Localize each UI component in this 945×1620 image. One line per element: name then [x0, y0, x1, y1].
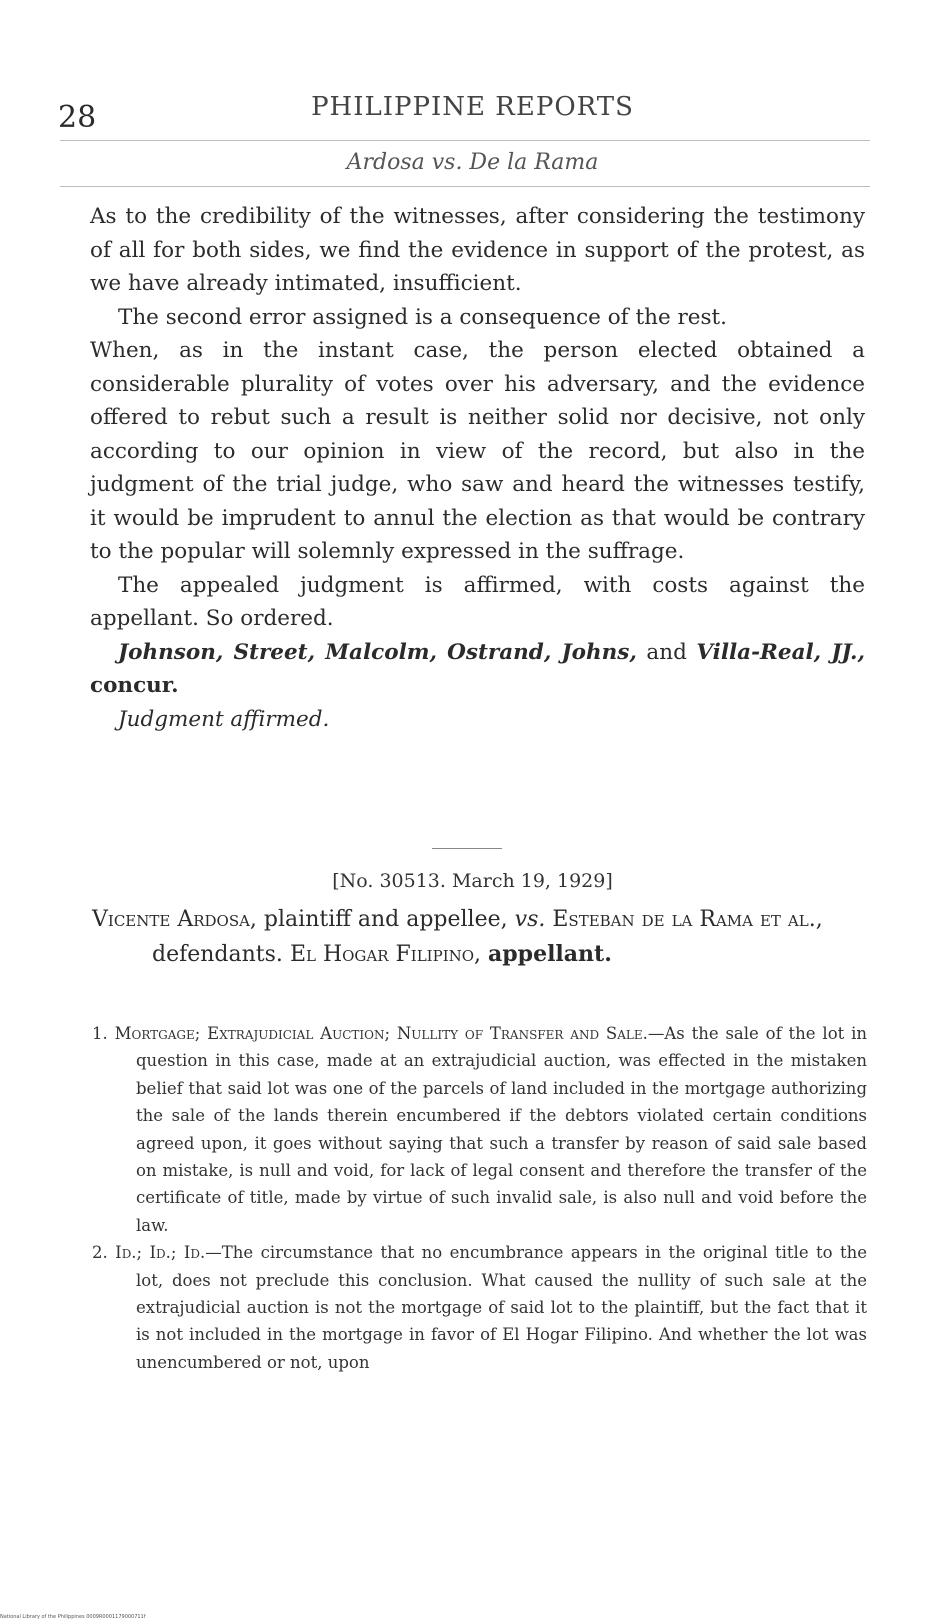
syllabus-item-text: —The circumstance that no encumbrance appears in the original title to the lot, does not preclude this conclusion. What caused the nullity of such sale at the extrajudicial auction is not the mortgage of said lot to the plaintiff, but the fact that it is not included in the mortgage in favor of El Hogar Filipino. And whether the lot was unencumbered or not, upon — [136, 1243, 867, 1372]
paragraph: When, as in the instant case, the person elected obtained a considerable plurality of votes over his adversary, and the evidence offered to rebut such a result is neither solid nor decisive, not only according to our opinion in view of the record, but also in the judgment of the trial judge, who saw and heard the witnesses testify, it would be imprudent to annul the election as that would be contrary to the popular will solemnly expressed in the suffrage. — [90, 338, 865, 564]
concur-end: concur. — [90, 673, 179, 698]
syllabus — [92, 1020, 867, 1376]
concur-names: Johnson, Street, Malcolm, Ostrand, Johns, — [118, 639, 637, 665]
parties-line — [92, 902, 867, 972]
defendant-name: Esteban de la Rama et al., — [552, 907, 823, 932]
plaintiff-name: Vicente Ardosa, — [92, 907, 257, 932]
syllabus-item-number: 2. — [92, 1243, 108, 1263]
plaintiff-role: plaintiff and appellee, — [263, 907, 508, 932]
case-number: [No. 30513. March 19, 1929] — [332, 870, 613, 892]
case-caption: Ardosa vs. De la Rama — [346, 150, 599, 175]
disposition: Judgment affirmed. — [118, 706, 330, 732]
concur-and: and — [646, 639, 687, 665]
syllabus-item-heading: Mortgage; Extrajudicial Auction; Nullity of Transfer and Sale. — [114, 1024, 648, 1043]
appellant-name: El Hogar Filipino, — [289, 942, 482, 967]
case-parties — [92, 902, 867, 972]
opinion-body — [90, 200, 865, 736]
paragraph: The second error assigned is a consequence of the rest. — [118, 304, 728, 330]
concurrence — [90, 636, 865, 703]
syllabus-item-number: 1. — [92, 1024, 108, 1043]
page-number: 28 — [58, 100, 97, 135]
syllabus-item — [92, 1020, 867, 1239]
syllabus-item — [92, 1239, 867, 1376]
defendant-role: defendants. — [152, 942, 283, 967]
appellant-role: appellant. — [488, 941, 612, 967]
section-divider — [432, 848, 502, 849]
concur-last: Villa-Real, JJ., — [696, 639, 865, 665]
syllabus-item-heading: Id.; Id.; Id. — [115, 1243, 206, 1263]
caption-rule — [60, 186, 870, 187]
versus: vs. — [514, 907, 546, 932]
paragraph: As to the credibility of the witnesses, after considering the testimony of all for both sides, we find the evidence in support of the protest, as we have already intimated, insufficient. — [90, 204, 865, 296]
syllabus-item-text: —As the sale of the lot in question in this case, made at an extrajudicial auction, was effected in the mistaken belief that said lot was one of the parcels of land included in the mortgage authorizing the sale of the lands therein encumbered if the debtors violated certain conditions agreed upon, it goes without saying that such a transfer by reason of said sale based on mistake, is null and void, for lack of legal consent and therefore the transfer of the certificate of title, made by virtue of such invalid sale, is also null and void before the law. — [136, 1024, 868, 1235]
running-head-title: PHILIPPINE REPORTS — [311, 92, 634, 122]
scan-footer: National Library of the Philippines 0009R0001179000711f — [0, 1614, 146, 1620]
paragraph: The appealed judgment is affirmed, with costs against the appellant. So ordered. — [90, 572, 865, 631]
header-rule — [60, 140, 870, 141]
